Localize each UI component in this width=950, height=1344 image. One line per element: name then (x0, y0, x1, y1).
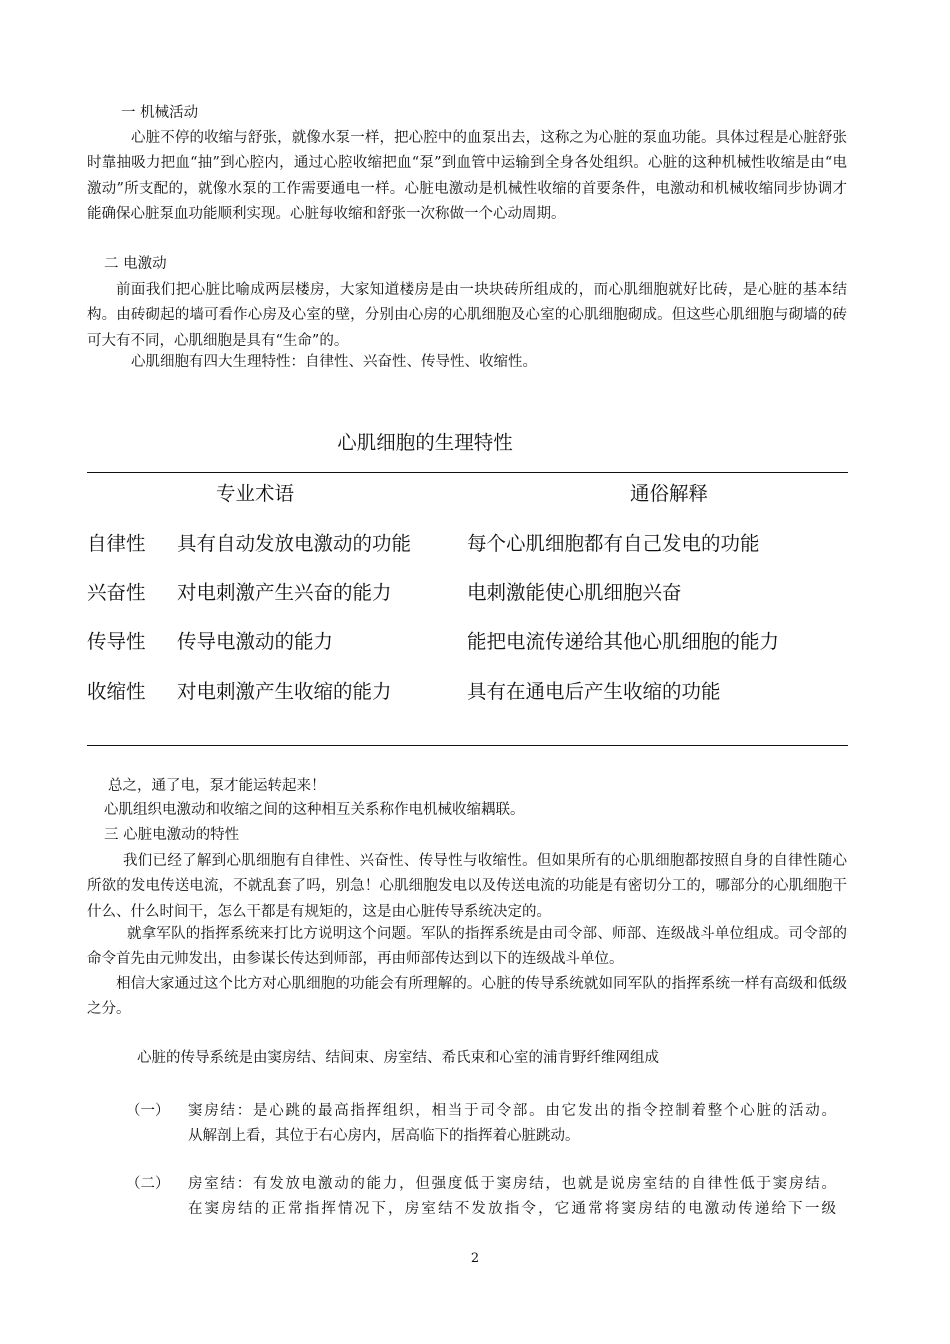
table-bottom-rule (87, 745, 848, 746)
section-3-paragraph-2: 就拿军队的指挥系统来打比方说明这个问题。军队的指挥系统是由司令部、师部、连级战斗单位组成。司令部的命令首先由元帅发出，由参谋长传达到师部，再由师部传达到以下的连级战斗单位。 (87, 926, 847, 968)
row-term: 具有自动发放电激动的功能 (177, 532, 412, 555)
table-title: 心肌细胞的生理特性 (337, 431, 513, 454)
row-plain: 每个心肌细胞都有自己发电的功能 (467, 532, 760, 555)
summary-line: 总之，通了电，泵才能运转起来！ (108, 778, 326, 794)
section-1-paragraph: 心脏不停的收缩与舒张，就像水泵一样，把心腔中的血泵出去，这称之为心脏的泵血功能。具体过程是心脏舒张时靠抽吸力把血“抽”到心腔内，通过心腔收缩把血“泵”到血管中运输到全身各处组织。心脏的这种机械性收缩是由“电激动”所支配的，就像水泵的工作需要通电一样。心脏电激动是机械性收缩的首要条件，电激动和机械收缩同步协调才能确保心脏泵血功能顺利实现。心脏每收缩和舒张一次称做一个心动周期。 (87, 130, 847, 223)
section-3-heading: 三 心脏电激动的特性 (104, 827, 240, 843)
item-text-line-2: 从解剖上看，其位于右心房内，居高临下的指挥着心脏跳动。 (188, 1128, 580, 1144)
item-text-line-1: 窦房结：是心跳的最高指挥组织，相当于司令部。由它发出的指令控制着整个心脏的活动。 (188, 1103, 836, 1119)
row-name: 自律性 (87, 532, 146, 555)
row-term: 对电刺激产生兴奋的能力 (177, 581, 392, 604)
table-header-plain: 通俗解释 (630, 482, 709, 505)
section-2-heading: 二 电激动 (104, 256, 167, 272)
section-2-paragraph: 前面我们把心脏比喻成两层楼房，大家知道楼房是由一块块砖所组成的，而心肌细胞就好比砖，是心脏的基本结构。由砖砌起的墙可看作心房及心室的壁，分别由心房的心肌细胞及心室的心肌细胞砌成。但这些心肌细胞与砌墙的砖可大有不同，心肌细胞是具有“生命”的。 (87, 282, 847, 349)
page-number: 2 (470, 1251, 480, 1266)
section-2-paragraph-2: 心肌细胞有四大生理特性：自律性、兴奋性、传导性、收缩性。 (131, 354, 537, 370)
row-term: 对电刺激产生收缩的能力 (177, 680, 392, 703)
row-name: 传导性 (87, 630, 146, 653)
item-text-line-1: 房室结：有发放电激动的能力，但强度低于窦房结，也就是说房室结的自律性低于窦房结。 (188, 1176, 836, 1192)
row-plain: 电刺激能使心肌细胞兴奋 (467, 581, 682, 604)
section-3-paragraph-1: 我们已经了解到心肌细胞有自律性、兴奋性、传导性与收缩性。但如果所有的心肌细胞都按照自身的自律性随心所欲的发电传送电流，不就乱套了吗，别急！心肌细胞发电以及传送电流的功能是有密切分工的，哪部分的心肌细胞干什么、什么时间干，怎么干都是有规矩的，这是由心脏传导系统决定的。 (87, 853, 847, 920)
row-plain: 具有在通电后产生收缩的功能 (467, 680, 721, 703)
row-name: 兴奋性 (87, 581, 146, 604)
conduction-system-line: 心脏的传导系统是由窦房结、结间束、房室结、希氏束和心室的浦肯野纤维网组成 (137, 1050, 659, 1066)
section-1-heading: 一 机械活动 (121, 105, 199, 121)
row-plain: 能把电流传递给其他心肌细胞的能力 (467, 630, 780, 653)
table-header-term: 专业术语 (216, 482, 295, 505)
item-label: （二） (126, 1176, 170, 1192)
coupling-line: 心肌组织电激动和收缩之间的这种相互关系称作电机械收缩耦联。 (104, 802, 525, 818)
row-name: 收缩性 (87, 680, 146, 703)
item-text-line-2: 在窦房结的正常指挥情况下，房室结不发放指令，它通常将窦房结的电激动传递给下一级 (188, 1201, 836, 1217)
table-top-rule (87, 472, 848, 473)
item-label: （一） (126, 1103, 170, 1119)
section-3-paragraph-3: 相信大家通过这个比方对心肌细胞的功能会有所理解的。心脏的传导系统就如同军队的指挥系统一样有高级和低级之分。 (87, 976, 847, 1018)
row-term: 传导电激动的能力 (177, 630, 334, 653)
